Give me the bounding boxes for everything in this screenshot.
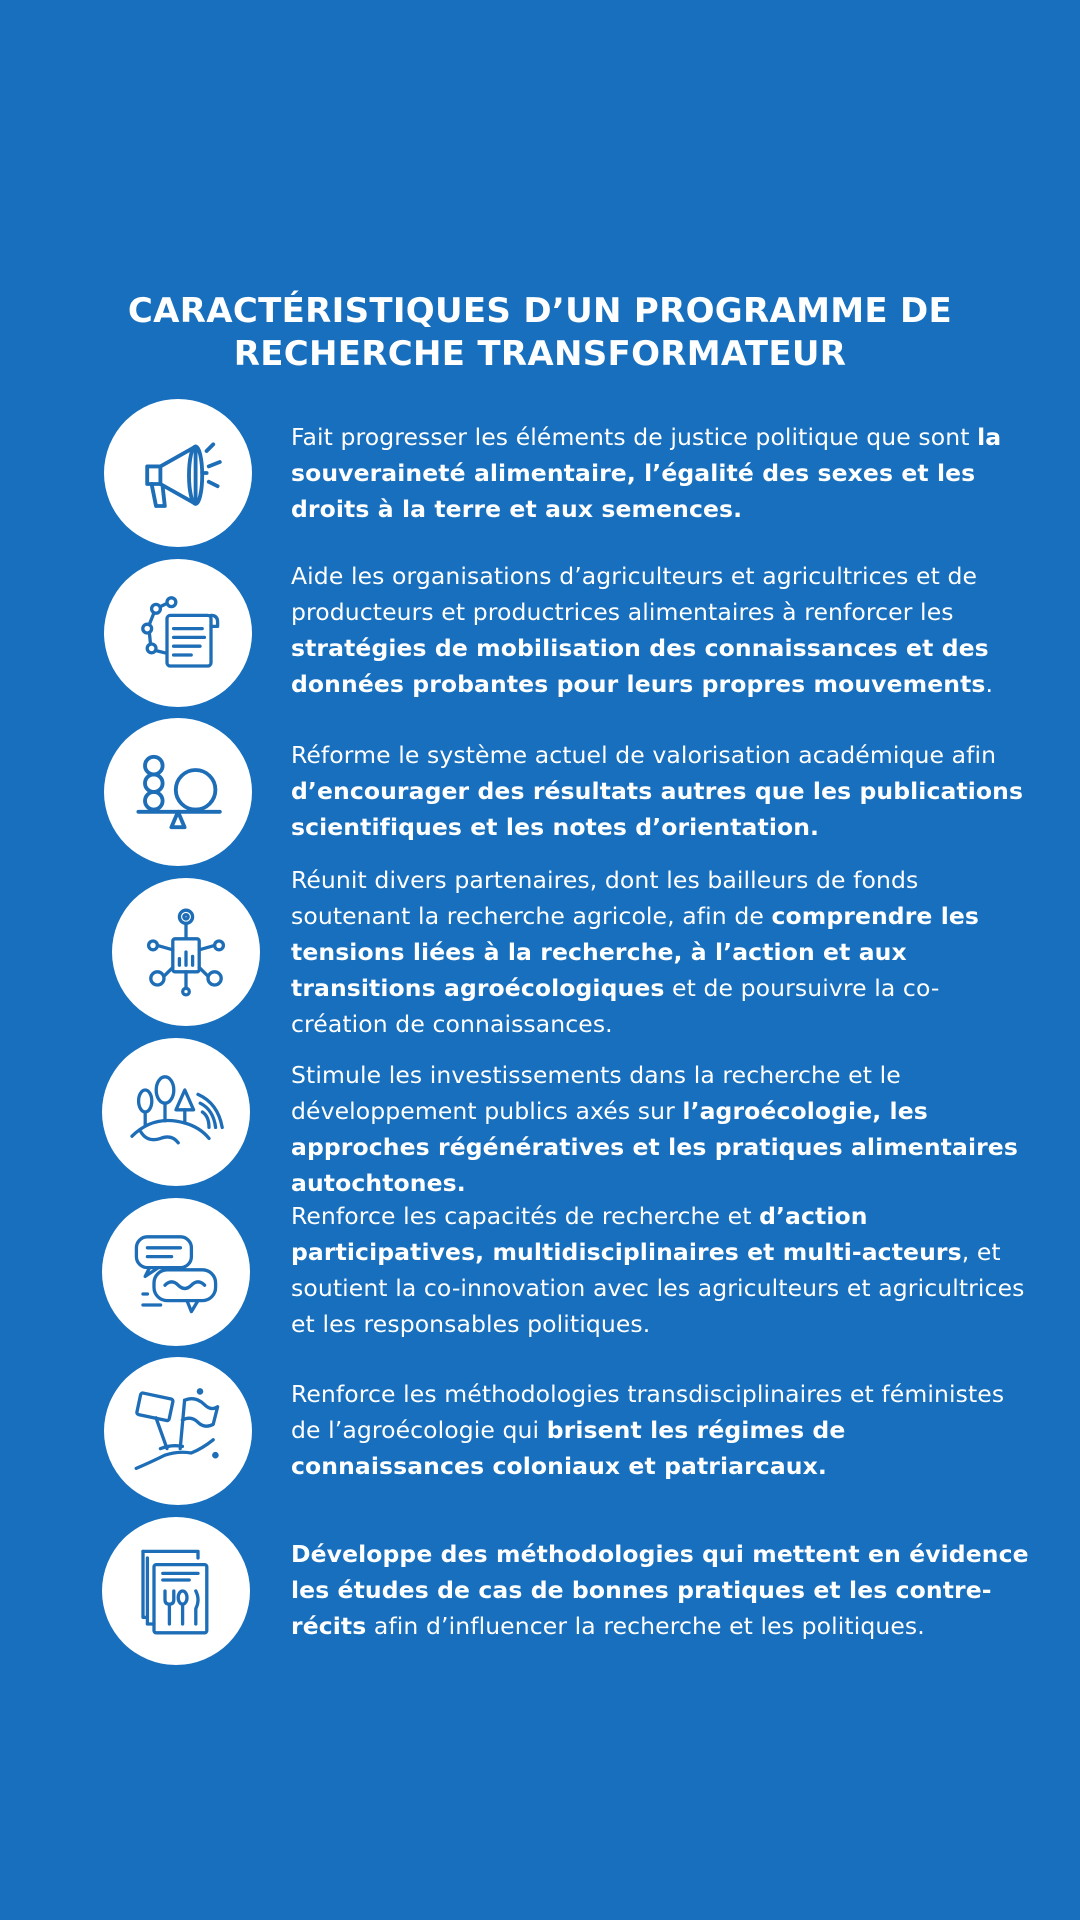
characteristic-text-2: Aide les organisations d’agriculteurs et agricultrices et de producteurs et productrices alimentaires à renforcer les stratégies de mobilisation des connaissances et des données probantes pour leurs propres mouvements. bbox=[291, 562, 994, 698]
characteristic-text-7: Renforce les méthodologies transdisciplinaires et féministes de l’agroécologie qui brisent les régimes de connaissances coloniaux et patriarcaux. bbox=[291, 1380, 1005, 1480]
characteristic-text-5: Stimule les investissements dans la recherche et le développement publics axés sur l’agroécologie, les approches régénératives et les pratiques alimentaires autochtones. bbox=[291, 1061, 1018, 1197]
characteristic-text-6: Renforce les capacités de recherche et d’action participatives, multidisciplinaires et multi-acteurs, et soutient la co-innovation avec les agriculteurs et agricultrices et les responsables politiques. bbox=[291, 1202, 1025, 1338]
landscape-trees-icon bbox=[102, 1038, 250, 1186]
protest-sign-hand-icon bbox=[104, 1357, 252, 1505]
characteristic-text-8: Développe des méthodologies qui mettent en évidence les études de cas de bonnes pratiques et les contre-récits afin d’influencer la recherche et les politiques. bbox=[291, 1540, 1029, 1640]
characteristic-text-3: Réforme le système actuel de valorisation académique afin d’encourager des résultats autres que les publications scientifiques et les notes d’orientation. bbox=[291, 741, 1024, 841]
characteristic-text-1: Fait progresser les éléments de justice politique que sont la souveraineté alimentaire, l’égalité des sexes et les droits à la terre et aux semences. bbox=[291, 423, 1002, 523]
network-report-icon bbox=[112, 878, 260, 1026]
page-title bbox=[0, 290, 1080, 376]
characteristic-text-4: Réunit divers partenaires, dont les bailleurs de fonds soutenant la recherche agricole, afin de comprendre les tensions liées à la recherche, à l’action et aux transitions agroécologiques et de poursuivre la co-création de connaissances. bbox=[291, 866, 980, 1038]
title-line-2: RECHERCHE TRANSFORMATEUR bbox=[233, 334, 847, 374]
title-line-1: CARACTÉRISTIQUES D’UN PROGRAMME DE bbox=[127, 291, 953, 331]
recipe-documents-icon bbox=[102, 1517, 250, 1665]
chat-bubbles-icon bbox=[102, 1198, 250, 1346]
balance-icon bbox=[104, 718, 252, 866]
document-flow-icon bbox=[104, 559, 252, 707]
megaphone-icon bbox=[104, 399, 252, 547]
